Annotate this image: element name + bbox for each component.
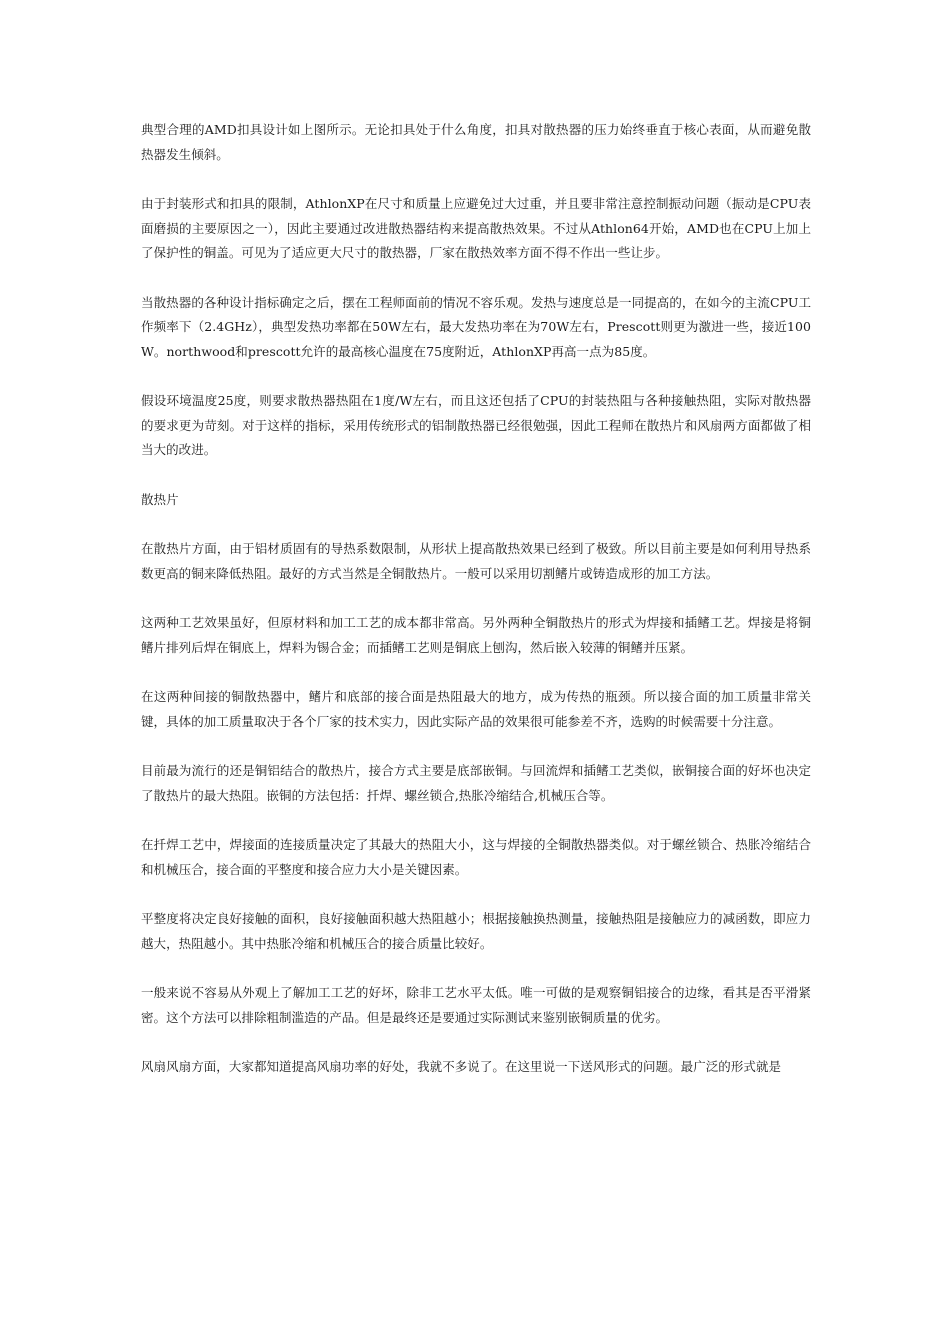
paragraph-inspection: 一般来说不容易从外观上了解加工工艺的好坏，除非工艺水平太低。唯一可做的是观察铜铝接合的边缘，看其是否平滑紧密。这个方法可以排除粗制滥造的产品。但是最终还是要通过实际测试来鉴别嵌铜质量的优劣。	[141, 985, 811, 1025]
paragraph-joint-bottleneck: 在这两种间接的铜散热器中，鳍片和底部的接合面是热阻最大的地方，成为传热的瓶颈。所以接合面的加工质量非常关键，具体的加工质量取决于各个厂家的技术实力，因此实际产品的效果很可能参差不齐，选购的时候需要十分注意。	[141, 689, 811, 729]
paragraph-copper-heatsink: 在散热片方面，由于铝材质固有的导热系数限制，从形状上提高散热效果已经到了极致。所以目前主要是如何利用导热系数更高的铜来降低热阻。最好的方式当然是全铜散热片。一般可以采用切割鳍片或铸造成形的加工方法。	[141, 541, 811, 581]
paragraph-brazing: 在扦焊工艺中，焊接面的连接质量决定了其最大的热阻大小，这与焊接的全铜散热器类似。对于螺丝锁合、热胀冷缩结合和机械压合，接合面的平整度和接合应力大小是关键因素。	[141, 837, 811, 877]
paragraph-fan: 风扇风扇方面，大家都知道提高风扇功率的好处，我就不多说了。在这里说一下送风形式的问题。最广泛的形式就是	[141, 1059, 782, 1074]
section-heading-heatsink: 散热片	[141, 491, 179, 507]
paragraph-welding-fins: 这两种工艺效果虽好，但原材料和加工工艺的成本都非常高。另外两种全铜散热片的形式为焊接和插鳍工艺。焊接是将铜鳍片排列后焊在铜底上，焊料为锡合金；而插鳍工艺则是铜底上刨沟，然后嵌入较薄的铜鳍并压紧。	[141, 615, 811, 655]
paragraph-amd-clip-design: 典型合理的AMD扣具设计如上图所示。无论扣具处于什么角度，扣具对散热器的压力始终垂直于核心表面，从而避免散热器发生倾斜。	[141, 122, 811, 162]
paragraph-flatness: 平整度将决定良好接触的面积，良好接触面积越大热阻越小；根据接触换热测量，接触热阻是接触应力的减函数，即应力越大，热阻越小。其中热胀冷缩和机械压合的接合质量比较好。	[141, 911, 811, 951]
paragraph-thermal-resistance: 假设环境温度25度，则要求散热器热阻在1度/W左右，而且这还包括了CPU的封装热阻与各种接触热阻，实际对散热器的要求更为苛刻。对于这样的指标，采用传统形式的铝制散热器已经很勉强，因此工程师在散热片和风扇两方面都做了相当大的改进。	[141, 393, 811, 457]
paragraph-package-constraints: 由于封装形式和扣具的限制，AthlonXP在尺寸和质量上应避免过大过重，并且要非常注意控制振动问题（振动是CPU表面磨损的主要原因之一），因此主要通过改进散热器结构来提高散热效果。不过从Athlon64开始，AMD也在CPU上加上了保护性的铜盖。可见为了适应更大尺寸的散热器，厂家在散热效率方面不得不作出一些让步。	[141, 196, 811, 260]
document-body	[141, 118, 811, 1105]
paragraph-design-targets: 当散热器的各种设计指标确定之后，摆在工程师面前的情况不容乐观。发热与速度总是一同提高的，在如今的主流CPU工作频率下（2.4GHz），典型发热功率都在50W左右，最大发热功率在为70W左右，Prescott则更为激进一些，接近100W。northwood和prescott允许的最高核心温度在75度附近，AthlonXP再高一点为85度。	[141, 294, 811, 359]
paragraph-copper-aluminum: 目前最为流行的还是铜铝结合的散热片，接合方式主要是底部嵌铜。与回流焊和插鳍工艺类似，嵌铜接合面的好坏也决定了散热片的最大热阻。嵌铜的方法包括：扦焊、螺丝锁合,热胀冷缩结合,机械压合等。	[141, 763, 811, 803]
